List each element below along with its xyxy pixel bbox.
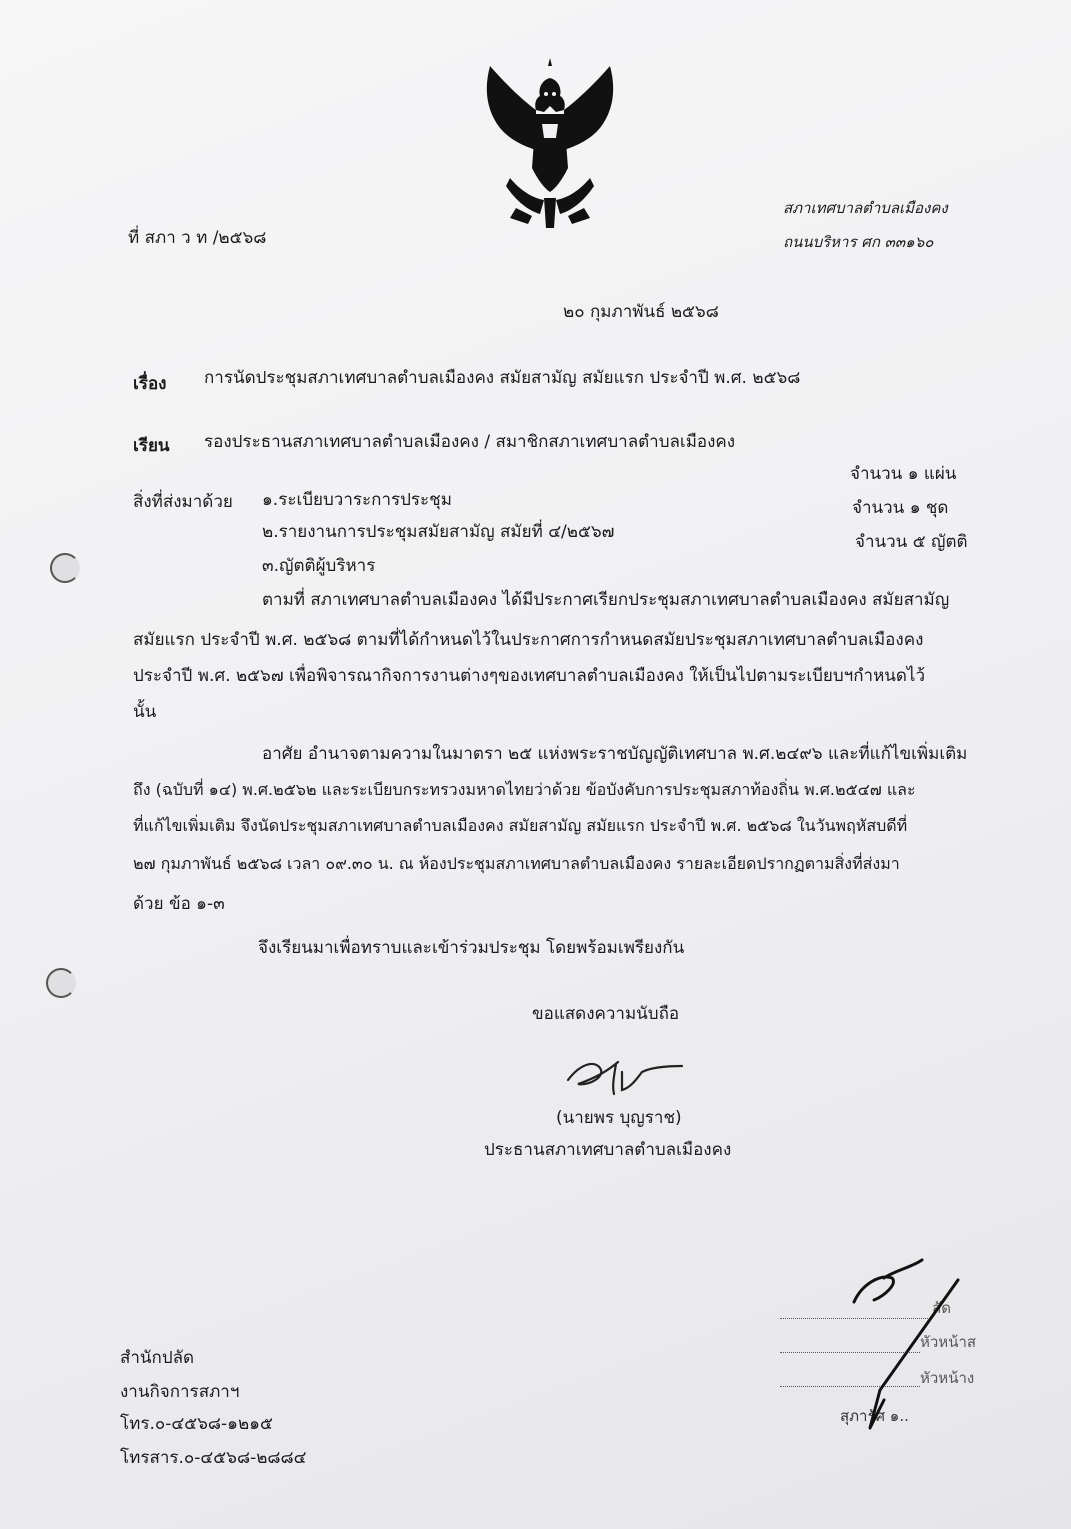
handwritten-approval-icon [840, 1250, 970, 1440]
punch-hole [46, 968, 76, 998]
punch-hole [50, 553, 80, 583]
body-paragraph-line: ตามที่ สภาเทศบาลตำบลเมืองคง ได้มีประกาศเรียกประชุมสภาเทศบาลตำบลเมืองคง สมัยสามัญ [262, 590, 950, 610]
footer-fax: โทรสาร.๐-๔๕๖๘-๒๘๘๔ [120, 1448, 307, 1468]
closing-paragraph: จึงเรียนมาเพื่อทราบและเข้าร่วมประชุม โดยพร้อมเพรียงกัน [258, 938, 685, 958]
body-paragraph-line: ที่แก้ไขเพิ่มเติม จึงนัดประชุมสภาเทศบาลตำบลเมืองคง สมัยสามัญ สมัยแรก ประจำปี พ.ศ. ๒๕๖๘ ในวันพฤหัสบดีที่ [133, 816, 908, 835]
subject-text: การนัดประชุมสภาเทศบาลตำบลเมืองคง สมัยสามัญ สมัยแรก ประจำปี พ.ศ. ๒๕๖๘ [204, 368, 801, 388]
routing-line: หัวหน้าง [920, 1369, 975, 1387]
organization-address: ถนนบริหาร ศก ๓๓๑๖๐ [783, 233, 934, 251]
garuda-emblem-icon [470, 58, 630, 233]
routing-line: หัวหน้าส [920, 1333, 977, 1351]
signatory-name: (นายพร บุญราช) [556, 1108, 682, 1128]
routing-line: ลัด [932, 1299, 951, 1317]
body-paragraph-line: นั้น [133, 702, 157, 722]
attachments-label: สิ่งที่ส่งมาด้วย [133, 492, 233, 512]
footer-office: สำนักปลัด [120, 1348, 195, 1368]
body-paragraph-line: สมัยแรก ประจำปี พ.ศ. ๒๕๖๘ ตามที่ได้กำหนดไว้ในประกาศการกำหนดสมัยประชุมสภาเทศบาลตำบลเมืองคง [133, 630, 924, 650]
attachment-item: ๓.ญัตติผู้บริหาร [262, 556, 376, 576]
footer-section: งานกิจการสภาฯ [120, 1382, 240, 1402]
attachment-item: ๑.ระเบียบวาระการประชุม [262, 490, 452, 510]
body-paragraph-line: ๒๗ กุมภาพันธ์ ๒๕๖๘ เวลา ๐๙.๓๐ น. ณ ห้องประชุมสภาเทศบาลตำบลเมืองคง รายละเอียดปรากฏตามสิ่งที่ส่งมา [133, 854, 900, 873]
body-paragraph-line: อาศัย อำนาจตามความในมาตรา ๒๕ แห่งพระราชบัญญัติเทศบาล พ.ศ.๒๔๙๖ และที่แก้ไขเพิ่มเติม [262, 744, 968, 764]
reference-number: ที่ สภา ว ท /๒๕๖๘ [128, 228, 267, 248]
to-label: เรียน [133, 436, 170, 456]
attachment-quantity: จำนวน ๕ ญัตติ [855, 532, 968, 552]
attachment-item: ๒.รายงานการประชุมสมัยสามัญ สมัยที่ ๔/๒๕๖๗ [262, 522, 615, 542]
body-paragraph-line: ถึง (ฉบับที่ ๑๔) พ.ศ.๒๕๖๒ และระเบียบกระทรวงมหาดไทยว่าด้วย ข้อบังคับการประชุมสภาท้องถิ่น พ.ศ.๒๕๔๗ และ [133, 780, 916, 799]
letter-date: ๒๐ กุมภาพันธ์ ๒๕๖๘ [563, 302, 719, 322]
footer-tel: โทร.๐-๔๕๖๘-๑๒๑๕ [120, 1414, 273, 1434]
attachment-quantity: จำนวน ๑ ชุด [852, 498, 949, 518]
body-paragraph-line: ประจำปี พ.ศ. ๒๕๖๗ เพื่อพิจารณากิจการงานต่างๆของเทศบาลตำบลเมืองคง ให้เป็นไปตามระเบียบฯกำหนดไว้ [133, 666, 926, 686]
subject-label: เรื่อง [133, 374, 167, 394]
salutation: ขอแสดงความนับถือ [532, 1004, 680, 1024]
signatory-position: ประธานสภาเทศบาลตำบลเมืองคง [484, 1140, 732, 1160]
routing-line: สุภารัศ ๑.. [840, 1407, 909, 1425]
signature-icon [560, 1050, 690, 1100]
to-text: รองประธานสภาเทศบาลตำบลเมืองคง / สมาชิกสภาเทศบาลตำบลเมืองคง [204, 432, 736, 452]
body-paragraph-line: ด้วย ข้อ ๑-๓ [133, 894, 225, 914]
attachment-quantity: จำนวน ๑ แผ่น [850, 464, 957, 484]
organization-name: สภาเทศบาลตำบลเมืองคง [783, 199, 948, 217]
